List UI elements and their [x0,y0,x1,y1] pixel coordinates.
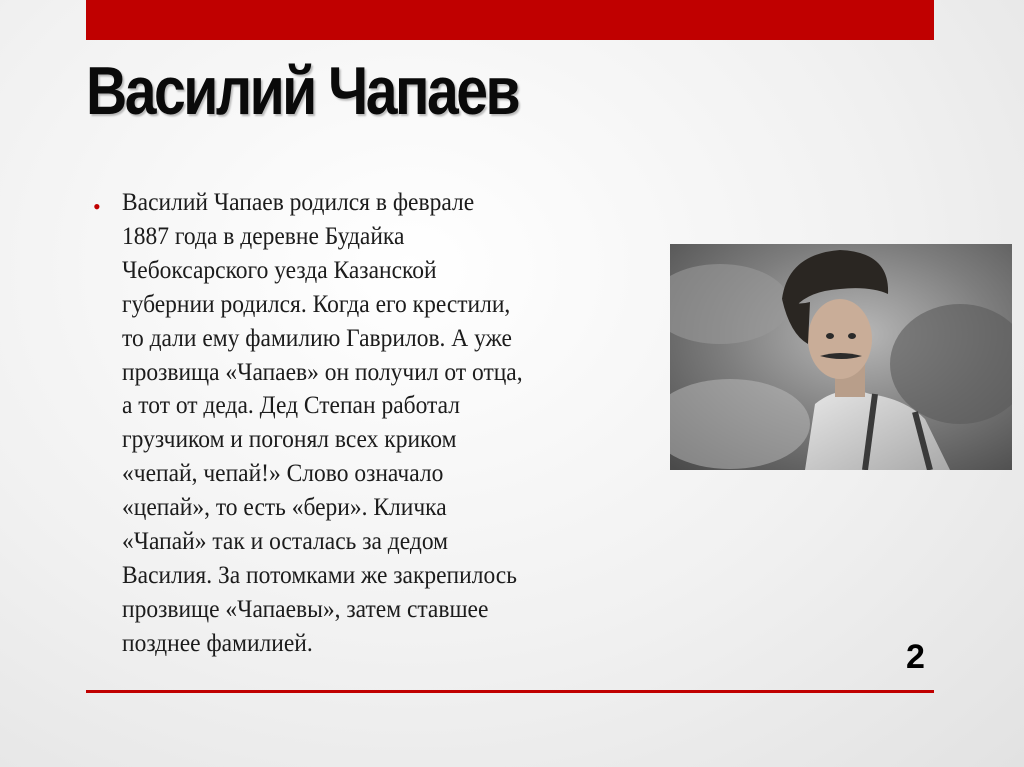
top-accent-bar [86,0,934,40]
body-line: Василия. За потомками же закрепилось [122,561,517,589]
body-line: а тот от деда. Дед Степан работал [122,392,460,420]
body-line: «чепай, чепай!» Слово означало [122,460,444,488]
body-line: губернии родился. Когда его крестили, [122,290,511,318]
body-line: прозвища «Чапаев» он получил от отца, [122,358,523,386]
body-line: Василий Чапаев родился в феврале [122,189,475,216]
page-number: 2 [906,638,925,676]
body-line: грузчиком и погонял всех криком [122,426,457,454]
body-line: позднее фамилией. [122,629,313,657]
body-text [122,186,670,661]
body-line: «Чапай» так и осталась за дедом [122,528,449,556]
portrait-illustration [670,244,1012,470]
bullet-dot-icon: • [93,194,101,219]
body-line: прозвище «Чапаевы», затем ставшее [122,595,489,623]
body-line: «цепай», то есть «бери». Кличка [122,494,447,522]
portrait-photo [670,244,1012,470]
body-line: то дали ему фамилию Гаврилов. А уже [122,324,512,352]
body-line: 1887 года в деревне Будайка [122,222,405,250]
body-line: Чебоксарского уезда Казанской [122,256,437,284]
slide-title: Василий Чапаев [86,53,519,129]
bottom-accent-line [86,690,934,693]
